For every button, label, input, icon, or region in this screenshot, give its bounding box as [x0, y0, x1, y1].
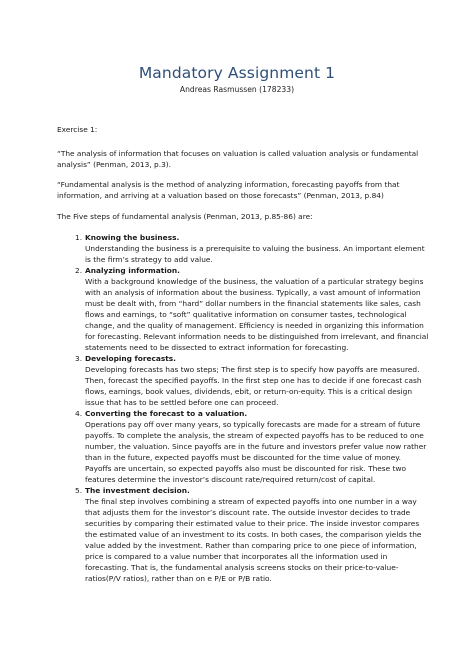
- step-number: 1.: [75, 233, 83, 242]
- list-item: [57, 353, 429, 408]
- step-number: 5.: [75, 486, 83, 495]
- document-title: Mandatory Assignment 1: [138, 64, 336, 82]
- steps-list: [57, 232, 429, 584]
- step-description: Operations pay off over many years, so typically forecasts are made for a stream of future payoffs. To complete the analysis, the stream of expected payoffs has to be reduced to one number, the valuation. Since payoffs are in the future and investors prefer value now rather than in the future, expected payoffs must be discounted for the time value of money. Payoffs are uncertain, so expected payoffs also must be discounted for risk. These two features determine the investor’s discount rate/required return/cost of capital.: [85, 420, 427, 484]
- step-number: 3.: [75, 354, 83, 363]
- step-number: 2.: [75, 266, 83, 275]
- step-title: Developing forecasts.: [85, 354, 176, 363]
- list-item: [57, 485, 429, 584]
- quote-paragraph-1: “The analysis of information that focuses on valuation is called valuation analysis or fundamental analysis” (Penman, 2013, p.3).: [57, 149, 419, 169]
- step-description: The final step involves combining a stream of expected payoffs into one number in a way that adjusts them for the investor’s discount rate. The outside investor decides to trade securities by comparing their estimated value to their price. The inside investor compares the estimated value of an investment to its costs. In both cases, the comparison yields the value added by the investment. Rather than comparing price to one piece of information, price is compared to a value number that incorporates all the information used in forecasting. That is, the fundamental analysis screens stocks on their price-to-value-ratios(P/V ratios), rather than on e P/E or P/B ratio.: [85, 497, 422, 583]
- document-author: Andreas Rasmussen (178233): [179, 85, 295, 94]
- steps-intro: The Five steps of fundamental analysis (Penman, 2013, p.85-86) are:: [57, 212, 313, 221]
- step-description: With a background knowledge of the business, the valuation of a particular strategy begins with an analysis of information about the business. Typically, a vast amount of information must be dealt with, from “hard” dollar numbers in the financial statements like sales, cash flows and earnings, to “soft” qualitative information on consumer tastes, technological change, and the quality of management. Efficiency is needed in organizing this information for forecasting. Relevant information needs to be distinguished from irrelevant, and financial statements need to be dissected to extract information for forecasting.: [85, 277, 429, 352]
- list-item: [57, 408, 429, 485]
- quote-paragraph-2: “Fundamental analysis is the method of analyzing information, forecasting payoffs from that information, and arriving at a valuation based on those forecasts” (Penman, 2013, p.84): [57, 180, 400, 200]
- exercise-label: Exercise 1:: [57, 125, 98, 134]
- step-title: The investment decision.: [85, 486, 190, 495]
- step-title: Analyzing information.: [85, 266, 180, 275]
- step-title: Converting the forecast to a valuation.: [85, 409, 248, 418]
- list-item: [57, 232, 429, 265]
- list-item: [57, 265, 429, 353]
- step-description: Developing forecasts has two steps; The first step is to specify how payoffs are measured. Then, forecast the specified payoffs. In the first step one has to decide if one forecast cash flows, earnings, book values, dividends, ebit, or return-on-equity. This is a critical design issue that has to be settled before one can proceed.: [85, 365, 422, 407]
- step-number: 4.: [75, 409, 83, 418]
- step-description: Understanding the business is a prerequisite to valuing the business. An important element is the firm’s strategy to add value.: [85, 244, 425, 264]
- step-title: Knowing the business.: [85, 233, 180, 242]
